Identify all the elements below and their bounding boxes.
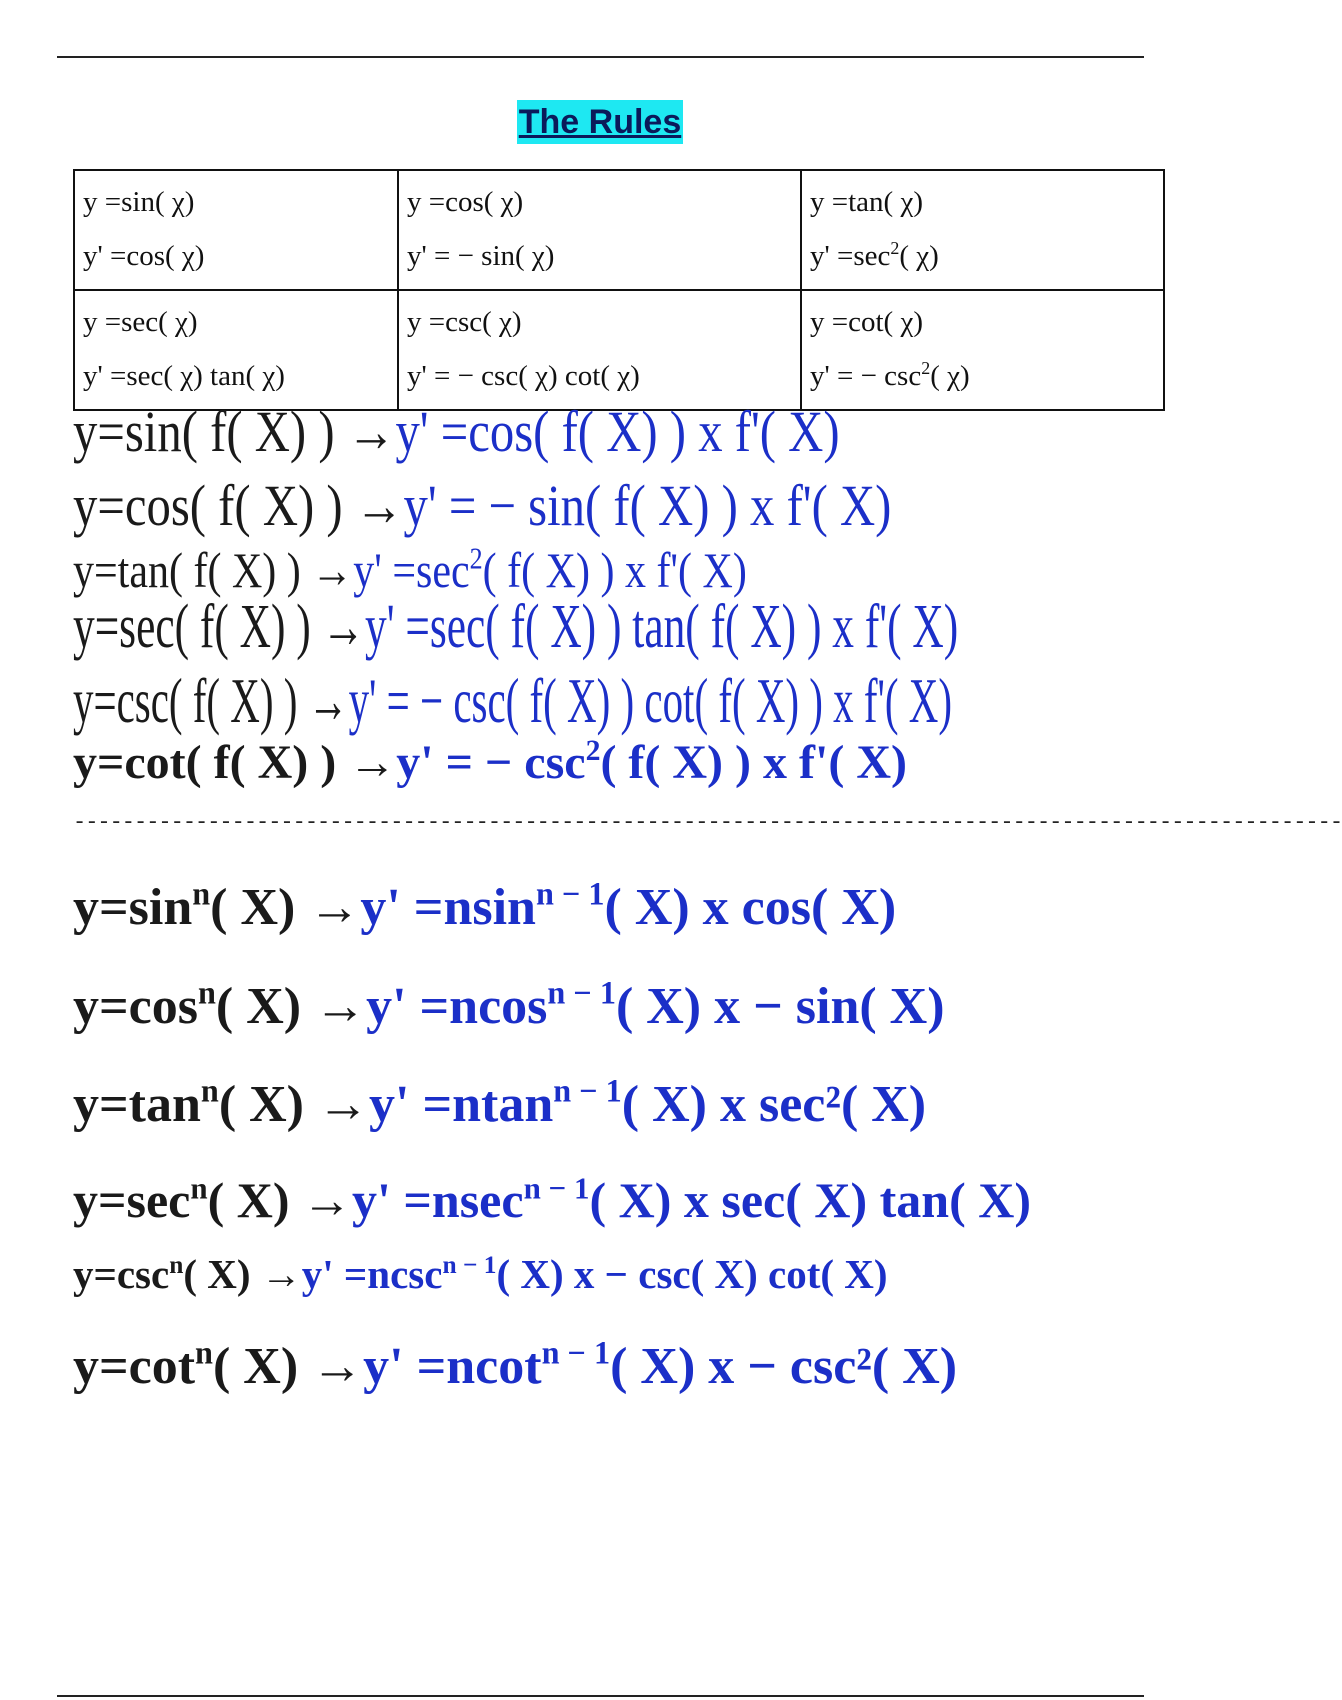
chain-rule-tan: y=tan( f( X) ) $\to y' =\sec^2$( f( X) ) x f'( X) bbox=[73, 540, 747, 598]
page-title: The Rules bbox=[517, 100, 683, 144]
cell-function: y =cos( χ) bbox=[407, 186, 524, 218]
dashed-divider: -------------------------------------------------------------------------------------------------------- bbox=[73, 810, 1342, 835]
top-rule-line bbox=[57, 56, 1144, 58]
cell-function: y =sin( χ) bbox=[83, 186, 195, 218]
rule-cell-tan bbox=[801, 170, 1164, 290]
table-row bbox=[74, 290, 1164, 410]
chain-rule-cos: y=cos( f( X) ) →y' = − sin( f( X) ) x f'( X) bbox=[73, 473, 892, 538]
cell-derivative: $y' =\sec^2$( χ) bbox=[810, 238, 939, 272]
chain-rule-sec: y=sec( f( X) ) →y' =sec( f( X) ) tan( f( X) ) x f'( X) bbox=[73, 593, 959, 661]
power-rule-cos: $y=\cos^n$( X) →y' =ncos$^{n - 1}$( X) x − sin( X) bbox=[73, 974, 945, 1035]
chain-rule-cot: y=cot( f( X) ) →y' = − $\csc^2$( f( X) ) x f'( X) bbox=[73, 734, 907, 789]
cell-derivative: y' = − sin( χ) bbox=[407, 240, 555, 272]
table-row bbox=[74, 170, 1164, 290]
cell-derivative: y' = − $\csc^2$( χ) bbox=[810, 358, 970, 392]
rule-cell-sin bbox=[74, 170, 398, 290]
cell-derivative: y' =sec( χ) tan( χ) bbox=[83, 360, 285, 392]
power-rule-cot: $y=\cot^n$( X) →y' =ncot$^{n - 1}$( X) x − csc²( X) bbox=[73, 1334, 958, 1395]
rule-cell-csc bbox=[398, 290, 801, 410]
chain-rule-sin: y=sin( f( X) ) →y' =cos( f( X) ) x f'( X) bbox=[73, 399, 840, 464]
cell-function: y =sec( χ) bbox=[83, 306, 198, 338]
cell-function: y =csc( χ) bbox=[407, 306, 522, 338]
rule-cell-cot bbox=[801, 290, 1164, 410]
rule-cell-sec bbox=[74, 290, 398, 410]
power-rule-sin: $y=\sin^n$( X) →y' =nsin$^{n - 1}$( X) x cos( X) bbox=[73, 875, 897, 936]
rules-table bbox=[73, 169, 1165, 411]
bottom-rule-line bbox=[57, 1695, 1144, 1697]
cell-function: y =tan( χ) bbox=[810, 186, 923, 218]
power-rule-sec: $y=\sec^n$( X) →y' =nsec$^{n - 1}$( X) x sec( X) tan( X) bbox=[73, 1170, 1031, 1228]
power-rule-csc: $y=\csc^n$( X) →y' =ncsc$^{n - 1}$( X) x − csc( X) cot( X) bbox=[73, 1250, 888, 1297]
power-rule-tan: $y=\tan^n$( X) →y' =ntan$^{n - 1}$( X) x sec²( X) bbox=[73, 1072, 927, 1133]
cell-function: y =cot( χ) bbox=[810, 306, 923, 338]
rule-cell-cos bbox=[398, 170, 801, 290]
cell-derivative: y' =cos( χ) bbox=[83, 240, 205, 272]
chain-rule-csc: y=csc( f( X) ) →y' = − csc( f( X) ) cot( f( X) ) x f'( X) bbox=[73, 665, 953, 736]
title-wrap bbox=[0, 100, 1200, 144]
cell-derivative: y' = − csc( χ) cot( χ) bbox=[407, 360, 640, 392]
